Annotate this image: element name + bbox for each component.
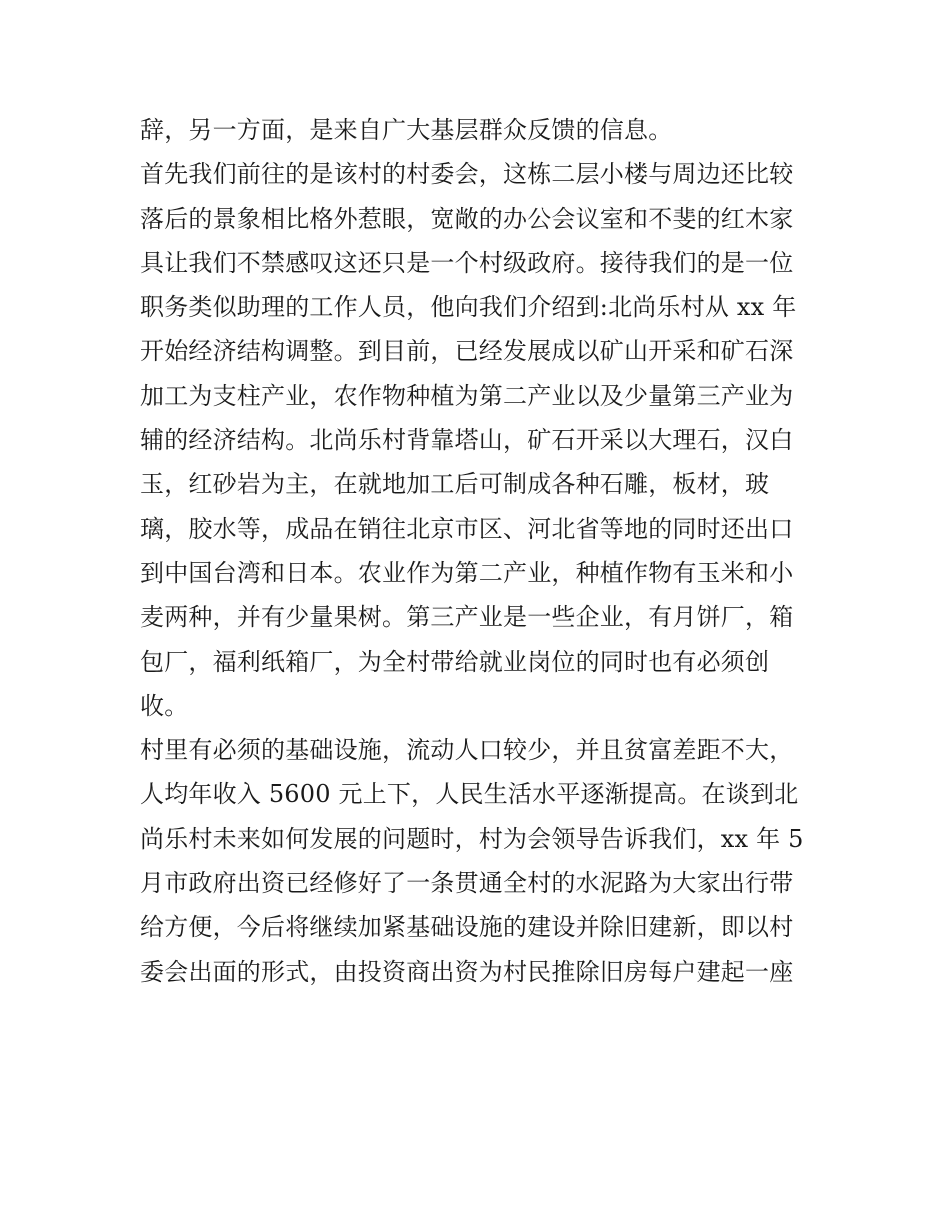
text-line: 开始经济结构调整。到目前，已经发展成以矿山开采和矿石深 xyxy=(140,337,794,366)
text-line: 玉，红砂岩为主，在就地加工后可制成各种石雕，板材，玻 xyxy=(140,470,770,499)
text-line: 尚乐村未来如何发展的问题时，村为会领导告诉我们，xx 年 5 xyxy=(140,824,804,853)
body-text xyxy=(140,108,820,994)
text-line: 加工为支柱产业，农作物种植为第二产业以及少量第三产业为 xyxy=(140,381,794,410)
text-line: 村里有必须的基础设施，流动人口较少，并且贫富差距不大， xyxy=(140,736,794,765)
text-line: 委会出面的形式，由投资商出资为村民推除旧房每户建起一座 xyxy=(140,957,794,986)
text-line: 包厂，福利纸箱厂，为全村带给就业岗位的同时也有必须创 xyxy=(140,647,770,676)
text-line: 人均年收入 5600 元上下，人民生活水平逐渐提高。在谈到北 xyxy=(140,780,799,809)
text-line: 给方便，今后将继续加紧基础设施的建设并除旧建新，即以村 xyxy=(140,913,794,942)
text-line: 首先我们前往的是该村的村委会，这栋二层小楼与周边还比较 xyxy=(140,160,794,189)
text-line: 月市政府出资已经修好了一条贯通全村的水泥路为大家出行带 xyxy=(140,869,794,898)
text-line: 具让我们不禁感叹这还只是一个村级政府。接待我们的是一位 xyxy=(140,248,794,277)
text-line: 到中国台湾和日本。农业作为第二产业，种植作物有玉米和小 xyxy=(140,558,794,587)
text-line: 辞，另一方面，是来自广大基层群众反馈的信息。 xyxy=(140,116,673,144)
text-line: 辅的经济结构。北尚乐村背靠塔山，矿石开采以大理石，汉白 xyxy=(140,426,794,455)
text-line: 麦两种，并有少量果树。第三产业是一些企业，有月饼厂，箱 xyxy=(140,603,794,632)
text-line: 落后的景象相比格外惹眼，宽敞的办公会议室和不斐的红木家 xyxy=(140,204,794,233)
text-line: 职务类似助理的工作人员，他向我们介绍到:北尚乐村从 xx 年 xyxy=(140,293,797,322)
text-line: 璃，胶水等，成品在销往北京市区、河北省等地的同时还出口 xyxy=(140,514,794,543)
text-line: 收。 xyxy=(140,691,189,720)
